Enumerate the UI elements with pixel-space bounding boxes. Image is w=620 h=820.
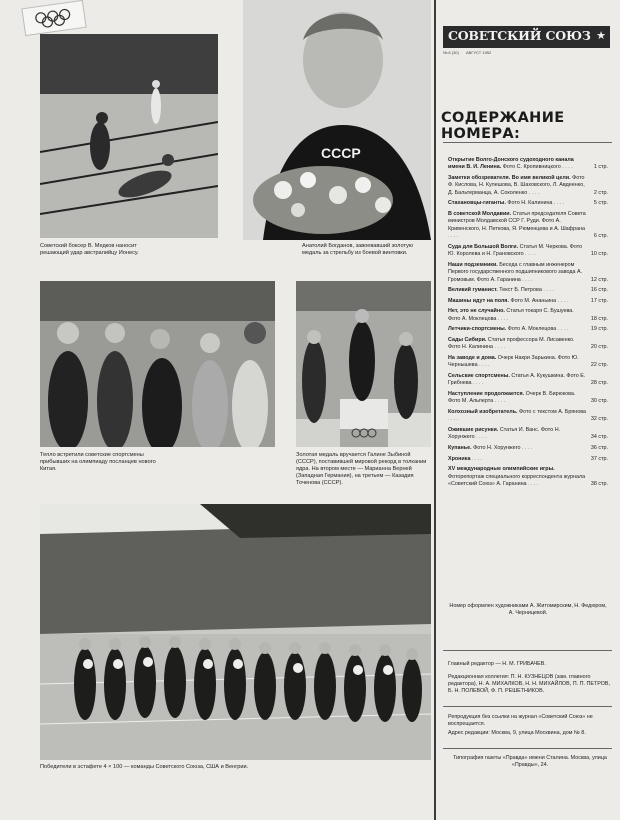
toc-item-credits: Фото С. Кропивницкого [501, 164, 561, 171]
caption-bogdanov: Анатолий Богданов, завоевавший золотую медаль за стрельбу из боевой винтовки. [302, 243, 414, 256]
toc-item-credits: Очерк В. Бирюкова. Фото М. Альперта [448, 391, 576, 405]
toc-leader-dots: . . . . [520, 445, 533, 451]
toc-item-page: 22 стр. [590, 362, 608, 369]
toc-leader-dots: . . . . [448, 233, 459, 240]
toc-item-credits: Статья профессора М. Лисавенко. Фото Н. Калинина [448, 337, 575, 351]
editorial-board: Редакционная коллегия: П. Н. КУЗНЕЦОВ (зам. главного редактора), Н. А. МИХАЛКОВ, Н. Н. МИХАЙЛОВ, П. П. ПЕТРОВ, Б. Н. ПОЛЕВОЙ, Ф. П. РЕШЕТНИКОВ. [448, 674, 610, 695]
toc-item-title: На заводе и дома. [448, 355, 497, 361]
toc-item [448, 262, 608, 284]
toc-item-credits: Статья председателя Совета министров Молдавской ССР Г. Руди. Фото А. Кривенского, Н. Петкова, Я. Рюменцева и А. Шафрана [448, 211, 586, 232]
info-rule-2 [443, 706, 612, 707]
chief-editor: Главный редактор — Н. М. ГРИБАЧЕВ. [448, 661, 546, 667]
toc-item-page: 18 стр. [590, 315, 608, 322]
info-rule-3 [443, 748, 612, 749]
caption-relay: Победители в эстафете 4 × 100 — команды Советского Союза, США и Венгрии. [40, 764, 249, 770]
stadium-scene [40, 504, 431, 760]
boxing-scene [40, 34, 218, 238]
toc-item-title: Купанье. [448, 445, 472, 451]
toc-item-title: Нет, это не случайно. [448, 308, 505, 315]
toc-item-title: Ожившие рисунки. [448, 427, 499, 433]
toc-item-title: Хроника [448, 455, 471, 462]
toc-leader-dots: . . . . [556, 326, 569, 333]
toc-item-page: 20 стр. [590, 344, 608, 351]
toc-leader-dots: . . . . [527, 189, 540, 196]
toc-item-title: Суда для Большой Волги. [448, 243, 519, 250]
toc-item-page: 30 стр. [590, 398, 608, 405]
toc-item [448, 298, 608, 305]
table-of-contents [448, 157, 608, 492]
toc-leader-dots: . . . . [470, 455, 483, 462]
toc-leader-dots: . . . . [520, 276, 533, 283]
toc-item [448, 175, 608, 197]
toc-item-page: 32 стр. [590, 416, 608, 423]
toc-item-credits: Фото Н. Хорунжего [471, 445, 521, 451]
caption-china: Тепло встретили советские спортсмены прибывших на олимпиаду посланцев нового Китая. [40, 452, 156, 472]
toc-item [448, 287, 608, 294]
podium-scene [296, 281, 431, 447]
toc-item-credits: Текст Б. Петрова [497, 287, 542, 294]
toc-item [448, 200, 608, 207]
toc-item-page: 10 стр. [590, 251, 608, 258]
toc-item [448, 445, 608, 452]
toc-item-page: 17 стр. [590, 297, 608, 304]
toc-item [448, 326, 608, 333]
photo-relay-winners [40, 504, 431, 760]
info-rule-1 [443, 650, 612, 651]
toc-item-credits: Фото Н. Калинина [505, 200, 553, 207]
toc-item [448, 409, 608, 424]
toc-item-title: Машины идут на поля. [448, 297, 509, 304]
toc-item-title: Колхозный изобретатель. [448, 409, 518, 415]
toc-item-page: 34 стр. [590, 434, 608, 441]
toc-item [448, 337, 608, 352]
printer-note: Типография газеты «Правда» имени Сталина. Москва, улица «Правды», 24. [453, 755, 607, 769]
photo-boxing [40, 34, 218, 238]
toc-item-title: XV международные олимпийские игры. [448, 466, 555, 473]
toc-leader-dots: . . . . [496, 315, 509, 322]
toc-leader-dots: . . . . [556, 297, 569, 304]
toc-item-title: Наступление продолжается. [448, 391, 525, 397]
issue-date: АВГУСТ 1952 [465, 50, 492, 55]
toc-item-page: 6 стр. [593, 233, 608, 240]
toc-item-page: 28 стр. [590, 380, 608, 387]
toc-leader-dots: . . . . [523, 251, 536, 258]
toc-item-credits: Статья токаря С. Бушуева. Фото А. Моклецова [448, 308, 574, 322]
reprint-note: Репродукция без ссылки на журнал «Советский Союз» не воспрещается. [448, 714, 593, 728]
toc-item-page: 5 стр. [593, 200, 608, 207]
toc-item-title: В советской Молдавии. [448, 211, 512, 217]
toc-item-credits: Фото с текстом А. Брянова [517, 409, 586, 415]
toc-item [448, 244, 608, 259]
toc-leader-dots: . . . . [477, 362, 490, 369]
toc-leader-dots: . . . . [552, 200, 565, 207]
toc-item-credits: Статья И. Ванс. Фото Н. Хорунжего [448, 427, 561, 441]
toc-item-page: 12 стр. [590, 276, 608, 283]
toc-item-credits: Очерк Накри Зарькина. Фото Ю. Чернышева [448, 355, 579, 369]
bogdanov-portrait [243, 0, 431, 240]
toc-leader-dots: . . . . [493, 344, 506, 351]
toc-item-page: 19 стр. [590, 326, 608, 333]
toc-item [448, 427, 608, 442]
toc-item-title: Сады Сибири. [448, 337, 487, 343]
toc-item-page: 16 стр. [590, 287, 608, 294]
issue-line [443, 50, 610, 55]
svg-text:СССР: СССР [321, 145, 361, 161]
editorial-address: Адрес редакции: Москва, 9, улица Москвина, дом № 8. [448, 730, 586, 736]
issue-number: № 8 (30) [443, 50, 459, 55]
caption-boxer: Советский боксер В. Медков наносит решающий удар австралийцу Ионесу. [40, 243, 139, 256]
toc-item-title: Открытие Волго-Донского судоходного канала имени В. И. Ленина. [448, 157, 574, 171]
toc-leader-dots: . . . . [526, 481, 539, 487]
toc-item [448, 391, 608, 406]
toc-item-title: Стахановцы-гиганты. [448, 200, 506, 207]
masthead-title: СОВЕТСКИЙ СОЮЗ [448, 28, 591, 43]
contents-rule [443, 142, 612, 143]
toc-item-page: 37 стр. [590, 455, 608, 462]
delegation-scene [40, 281, 275, 447]
toc-item-title: Сельские спортсмены. [448, 373, 510, 379]
toc-item-credits: Фото М. Ананьина [508, 297, 557, 304]
toc-item [448, 373, 608, 388]
toc-item-credits: Статья А. Кукушкина. Фото Е. Грибнева [448, 373, 586, 387]
toc-item-title: Наши подземники. [448, 261, 498, 268]
toc-leader-dots: . . . . [493, 398, 506, 405]
toc-item [448, 355, 608, 370]
photo-zybina-podium [296, 281, 431, 447]
toc-leader-dots: . . . . [471, 380, 484, 387]
toc-leader-dots: . . . . [448, 416, 459, 423]
toc-item-title: Великий гуманист. [448, 287, 498, 294]
toc-item [448, 211, 608, 241]
toc-item-credits: Фоторепортаж специального корреспондента журнала «Советский Союз» А. Гаранина [448, 473, 586, 487]
toc-item-credits: Статья М. Черкова. Фото Ю. Королева и Н. Грановского [448, 243, 583, 258]
toc-leader-dots: . . . . [560, 164, 573, 171]
contents-heading: СОДЕРЖАНИЕ НОМЕРА: [441, 110, 565, 142]
toc-leader-dots: . . . . [474, 434, 487, 441]
star-icon: ★ [596, 30, 606, 42]
toc-item-title: Заметки обозревателя. Во имя великой цели. [448, 175, 571, 181]
toc-item-page: 2 стр. [593, 189, 608, 196]
photo-china-delegation [40, 281, 275, 447]
olympic-flag-icon [21, 0, 86, 36]
design-note: Номер оформлен художниками А. Житомирским, Н. Федюром, А. Черницевой. [449, 603, 607, 617]
toc-item [448, 308, 608, 323]
toc-item-page: 36 стр. [590, 445, 608, 451]
photo-bogdanov [243, 0, 431, 240]
toc-leader-dots: . . . . [541, 287, 554, 294]
toc-item [448, 456, 608, 463]
caption-zybina: Золотая медаль вручается Галине Зыбиной (СССР), поставившей мировой рекорд в толкании ядра. На втором месте — Марианна Верней (Западная Германия), на третьем — Казадия Точенова (СССР). [296, 452, 427, 486]
column-divider [434, 0, 436, 820]
toc-item-credits: Фото А. Моклецова [506, 326, 557, 333]
toc-item [448, 466, 608, 488]
toc-item-title: Летчики-спортсмены. [448, 326, 507, 333]
toc-item [448, 157, 608, 172]
toc-item-credits: Фото Ф. Кислова, Н. Кулешова, В. Шаховского, Л. Авдеенко, Д. Бальтерманца, А. Соколенко [448, 175, 585, 196]
toc-item-page: 1 стр. [593, 164, 608, 171]
toc-item-credits: Беседа с главным инженером Первого государственного подшипникового завода А. Громовым. Фото А. Гаранина [448, 261, 583, 283]
toc-item-page: 38 стр. [590, 481, 608, 487]
masthead [443, 26, 610, 48]
